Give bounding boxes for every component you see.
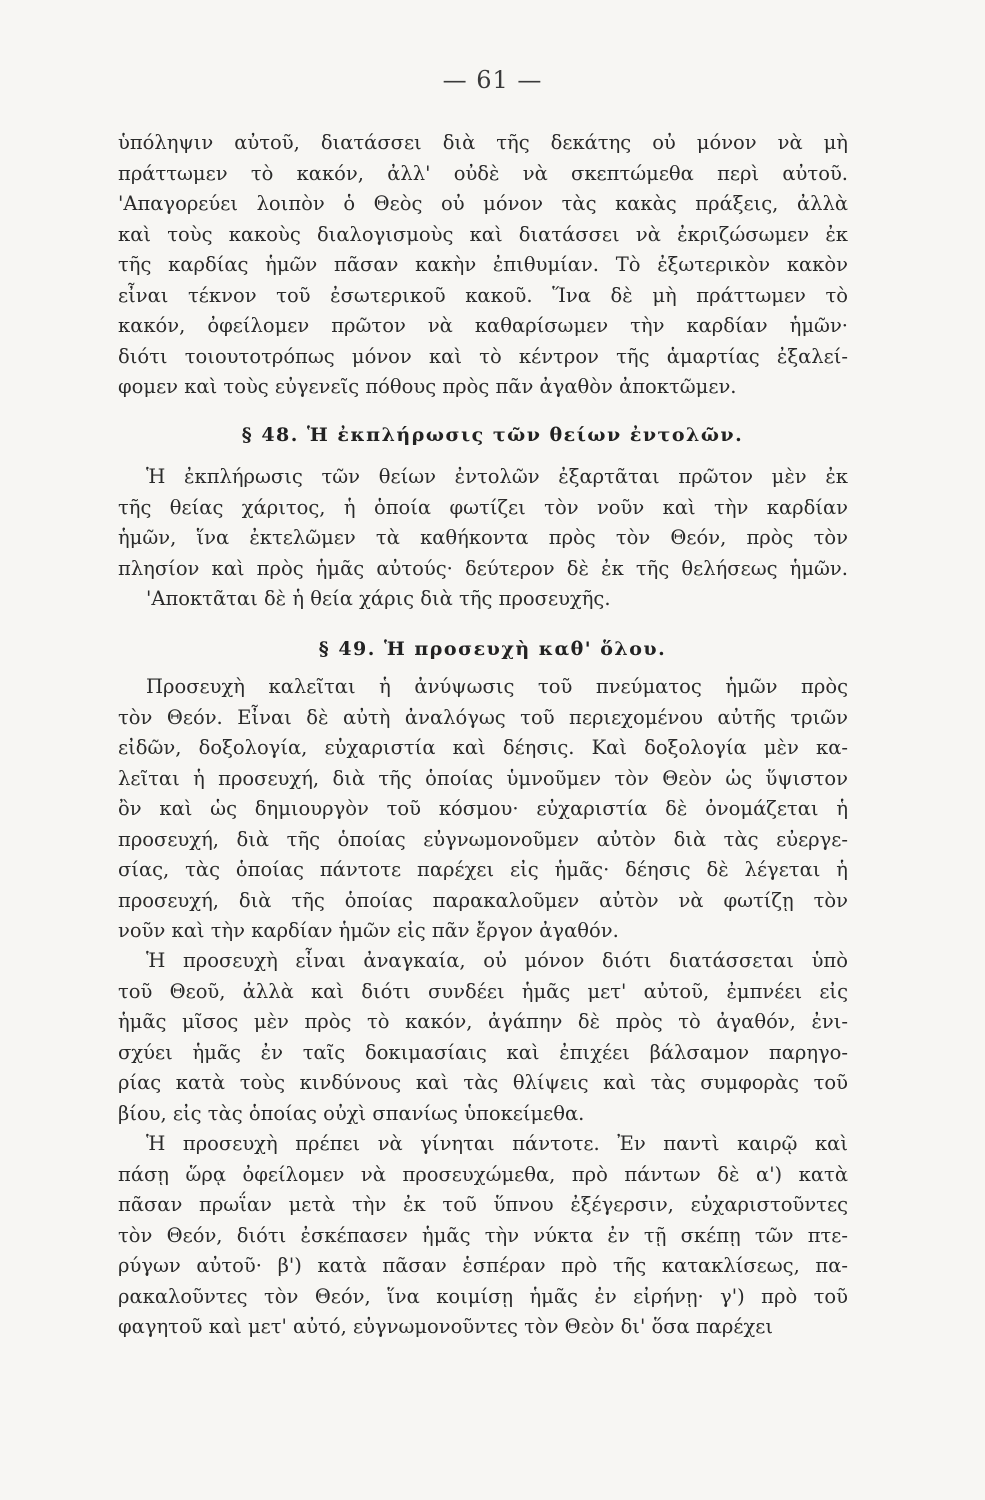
text-line: ρακαλοῦντες τὸν Θεόν, ἵνα κοιμίσῃ ἡμᾶς ἐν εἰρήνῃ· γ') πρὸ τοῦ [118,1284,848,1308]
paragraph-2 [118,462,848,615]
text-line: ρίας κατὰ τοὺς κινδύνους καὶ τὰς θλίψεις καὶ τὰς συμφορὰς τοῦ [118,1071,848,1094]
text-line: πάσῃ ὥρᾳ ὀφείλομεν νὰ προσευχώμεθα, πρὸ πάντων δὲ α') κατὰ [118,1162,848,1186]
section-heading-48: § 48. Ἡ ἐκπλήρωσις τῶν θείων ἐντολῶν. [241,424,744,446]
text-line: ὑπόληψιν αὐτοῦ, διατάσσει διὰ τῆς δεκάτης οὐ μόνον νὰ μὴ [118,131,848,154]
text-line: τὸν Θεόν, διότι ἐσκέπασεν ἡμᾶς τὴν νύκτα ἐν τῇ σκέπῃ τῶν πτε- [118,1223,848,1247]
text-line: ὂν καὶ ὡς δημιουργὸν τοῦ κόσμου· εὐχαριστία δὲ ὀνομάζεται ἡ [118,797,848,820]
text-line: Ἡ ἐκπλήρωσις τῶν θείων ἐντολῶν ἐξαρτᾶται πρῶτον μὲν ἐκ [146,465,848,488]
text-line: λεῖται ἡ προσευχή, διὰ τῆς ὁποίας ὑμνοῦμεν τὸν Θεὸν ὡς ὕψιστον [118,766,848,790]
text-line: τῆς καρδίας ἡμῶν πᾶσαν κακὴν ἐπιθυμίαν. Τὸ ἐξωτερικὸν κακὸν [118,253,848,276]
text-line: προσευχή, διὰ τῆς ὁποίας εὐγνωμονοῦμεν αὐτὸν διὰ τὰς εὐεργε- [118,827,848,851]
text-line: τὸν Θεόν. Εἶναι δὲ αὐτὴ ἀναλόγως τοῦ περιεχομένου αὐτῆς τριῶν [118,705,848,729]
text-line: βίου, εἰς τὰς ὁποίας οὐχὶ σπανίως ὑποκείμεθα. [118,1101,585,1125]
page-number: — 61 — [442,66,543,94]
text-line: ἡμᾶς μῖσος μὲν πρὸς τὸ κακόν, ἀγάπην δὲ πρὸς τὸ ἀγαθόν, ἐνι- [118,1010,848,1033]
text-line: κακόν, ὀφείλομεν πρῶτον νὰ καθαρίσωμεν τὴν καρδίαν ἡμῶν· [118,314,848,337]
text-line: πλησίον καὶ πρὸς ἡμᾶς αὐτούς· δεύτερον δὲ ἐκ τῆς θελήσεως ἡμῶν. [118,556,848,580]
text-line: εἶναι τέκνον τοῦ ἐσωτερικοῦ κακοῦ. Ἵνα δὲ μὴ πράττωμεν τὸ [118,283,848,307]
text-line: νοῦν καὶ τὴν καρδίαν ἡμῶν εἰς πᾶν ἔργον ἀγαθόν. [118,919,619,942]
paragraph-3 [118,672,848,947]
text-line: καὶ τοὺς κακοὺς διαλογισμοὺς καὶ διατάσσει νὰ ἐκριζώσωμεν ἐκ [118,222,848,246]
text-line: τῆς θείας χάριτος, ἡ ὁποία φωτίζει τὸν νοῦν καὶ τὴν καρδίαν [118,495,848,519]
paragraph-1 [118,128,848,403]
text-line: πράττωμεν τὸ κακόν, ἀλλ' οὐδὲ νὰ σκεπτώμεθα περὶ αὐτοῦ. [118,161,848,185]
section-heading-49: § 49. Ἡ προσευχὴ καθ' ὅλου. [318,638,667,660]
text-line: τοῦ Θεοῦ, ἀλλὰ καὶ διότι συνδέει ἡμᾶς μετ' αὐτοῦ, ἐμπνέει εἰς [118,979,848,1003]
text-line: πᾶσαν πρωΐαν μετὰ τὴν ἐκ τοῦ ὕπνου ἐξέγερσιν, εὐχαριστοῦντες [118,1193,848,1216]
text-line: Ἡ προσευχὴ εἶναι ἀναγκαία, οὐ μόνον διότι διατάσσεται ὑπὸ [146,949,848,972]
text-line: 'Αποκτᾶται δὲ ἡ θεία χάρις διὰ τῆς προσευχῆς. [146,587,611,610]
paragraph-5 [118,1129,848,1343]
text-line: σχύει ἡμᾶς ἐν ταῖς δοκιμασίαις καὶ ἐπιχέει βάλσαμον παρηγο- [118,1040,848,1064]
text-line: σίας, τὰς ὁποίας πάντοτε παρέχει εἰς ἡμᾶς· δέησις δὲ λέγεται ἡ [118,858,848,881]
text-line: ἡμῶν, ἵνα ἐκτελῶμεν τὰ καθήκοντα πρὸς τὸν Θεόν, πρὸς τὸν [118,526,848,549]
text-line: ρύγων αὐτοῦ· β') κατὰ πᾶσαν ἑσπέραν πρὸ τῆς κατακλίσεως, πα- [118,1254,848,1277]
text-line: Ἡ προσευχὴ πρέπει νὰ γίνηται πάντοτε. Ἐν παντὶ καιρῷ καὶ [146,1132,848,1155]
text-line: Προσευχὴ καλεῖται ἡ ἀνύψωσις τοῦ πνεύματος ἡμῶν πρὸς [146,675,848,698]
text-line: φαγητοῦ καὶ μετ' αὐτό, εὐγνωμονοῦντες τὸν Θεὸν δι' ὅσα παρέχει [118,1315,774,1338]
text-line: εἰδῶν, δοξολογία, εὐχαριστία καὶ δέησις. Καὶ δοξολογία μὲν κα- [118,736,848,759]
text-line: προσευχή, διὰ τῆς ὁποίας παρακαλοῦμεν αὐτὸν νὰ φωτίζῃ τὸν [118,888,848,912]
text-line: 'Απαγορεύει λοιπὸν ὁ Θεὸς οὐ μόνον τὰς κακὰς πράξεις, ἀλλὰ [118,192,848,215]
paragraph-4 [118,946,848,1129]
text-line: φομεν καὶ τοὺς εὐγενεῖς πόθους πρὸς πᾶν ἀγαθὸν ἀποκτῶμεν. [118,375,737,398]
text-line: διότι τοιουτοτρόπως μόνον καὶ τὸ κέντρον τῆς ἁμαρτίας ἐξαλεί- [118,344,848,368]
